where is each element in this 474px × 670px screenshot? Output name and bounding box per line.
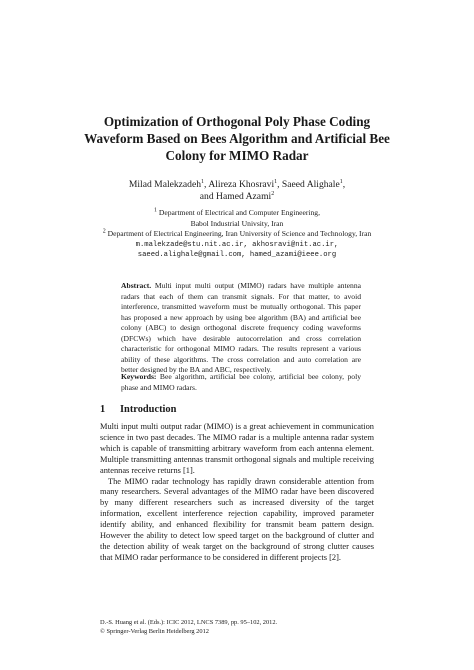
author-list [60,179,414,203]
title-line: Optimization of Orthogonal Poly Phase Coding [103,114,371,129]
email-line: m.malekzade@stu.nit.ac.ir, akhosravi@nit.ac.ir, [135,240,339,249]
section-number: 1 [100,404,106,415]
copyright-line: © Springer-Verlag Berlin Heidelberg 2012 [100,628,209,635]
affiliation-mark: 2 [102,228,106,235]
abstract [121,281,361,376]
section-heading [100,403,176,416]
author-name: , Saeed Alighale [277,179,340,190]
paper-title [60,113,414,164]
section-body [100,422,374,564]
affiliation-mark: 1 [339,178,343,185]
keywords-text: Bee algorithm, artificial bee colony, artificial bee colony, poly phase and MIMO radars. [121,372,361,392]
author-separator: , [342,179,346,190]
affiliation-line [60,229,414,240]
affiliation-line [60,208,414,219]
author-name: and Hamed Azami [199,191,272,202]
affiliation-line: Babol Industrial Univsity, Iran [190,218,284,228]
body-paragraph: The MIMO radar technology has rapidly drawn considerable attention from many researchers. Several advantages of the MIMO radar have been discovered by many different researchers such as increased diversity of the target information, excellent interference rejection capability, improved parameter identify ability, and enhanced flexibility for transmit beam pattern design. However the ability to detect low speed target on the background of clutter and the detection ability of weak target on the background of strong clutter causes that MIMO radar performance to be considered in different projects [2]. [100,476,374,562]
author-line [60,179,414,191]
affiliation-text: Department of Electrical Engineering, Iran University of Science and Technology, Iran [105,229,372,239]
affiliation-mark: 2 [271,190,275,197]
copyright-footer [100,618,277,636]
abstract-text: Multi input multi output (MIMO) radars have multiple antenna radars that each of them can transmit signals. For that matter, to avoid interference, transmitted waveform must be mutually orthogonal. This paper has proposed a new approach by using bee algorithm (BA) and artificial bee colony (ABC) to design orthogonal discrete frequency coding waveforms (DFCWs) which have desirable autocorrelation and cross correlation characteristic for orthogonal MIMO radars. The results represent a various ability of these algorithms. The cross correlation and auto correlation are better designed by the BA and ABC, respectively. [121,281,361,374]
author-line [60,191,414,203]
affiliation-mark: 1 [274,178,278,185]
keywords-label: Keywords: [121,372,157,381]
title-line: Waveform Based on Bees Algorithm and Artificial Bee [84,131,390,146]
keywords [121,372,361,393]
author-name: Milad Malekzadeh [128,179,202,190]
abstract-label: Abstract. [121,281,152,290]
title-line: Colony for MIMO Radar [165,148,309,163]
citation-line: D.-S. Huang et al. (Eds.): ICIC 2012, LNCS 7389, pp. 95–102, 2012. [100,619,278,626]
affiliation-mark: 1 [201,178,205,185]
section-title: Introduction [120,404,177,415]
affiliations [60,208,414,261]
email-line: saeed.alighale@gmail.com, hamed_azami@ieee.org [137,251,337,260]
author-name: , Alireza Khosravi [204,179,275,190]
affiliation-mark: 1 [154,207,157,214]
body-paragraph: Multi input multi output radar (MIMO) is a great achievement in communication science in two past decades. The MIMO radar is a multiple antenna radar system which is capable of transmitting arbitrary waveform from each antenna element. Multiple transmitting antennas transmit orthogonal signals and multiple receiving antennas receive returns [1]. [100,422,374,475]
affiliation-text: Department of Electrical and Computer Engineering, [157,208,320,217]
